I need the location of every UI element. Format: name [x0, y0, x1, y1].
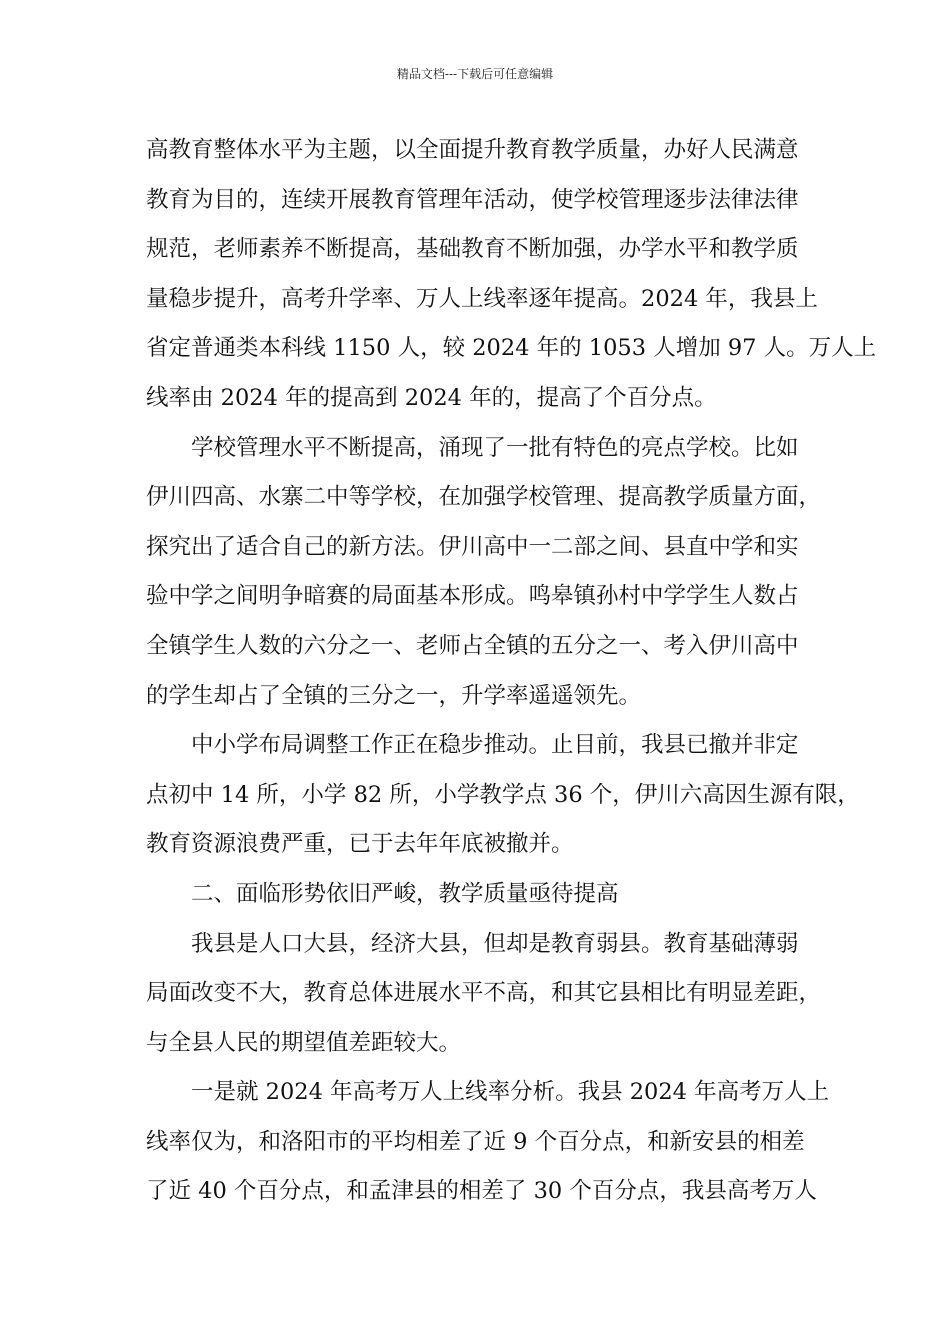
text-line: 探究出了适合自己的新方法。伊川高中一二部之间、县直中学和实 [146, 533, 799, 560]
document-body [146, 126, 877, 1217]
text-line: 省定普通类本科线 1150 人，较 2024 年的 1053 人增加 97 人。万人上 [146, 335, 877, 362]
page-header: 精品文档---下载后可任意编辑 [396, 67, 554, 81]
text-line: 的学生却占了全镇的三分之一，升学率遥遥领先。 [146, 682, 642, 709]
text-line: 局面改变不大，教育总体进展水平不高，和其它县相比有明显差距， [146, 980, 822, 1007]
text-line: 量稳步提升，高考升学率、万人上线率逐年提高。2024 年，我县上 [146, 285, 818, 312]
text-line: 与全县人民的期望值差距较大。 [146, 1029, 462, 1056]
text-line: 线率由 2024 年的提高到 2024 年的，提高了个百分点。 [146, 384, 717, 411]
text-line: 高教育整体水平为主题，以全面提升教育教学质量，办好人民满意 [146, 137, 799, 163]
paragraph-start-line: 一是就 2024 年高考万人上线率分析。我县 2024 年高考万人上 [191, 1079, 830, 1106]
paragraph-start-line: 学校管理水平不断提高，涌现了一批有特色的亮点学校。比如 [191, 434, 799, 461]
text-line: 教育资源浪费严重，已于去年年底被撤并。 [146, 831, 574, 858]
text-line: 教育为目的，连续开展教育管理年活动，使学校管理逐步法律法律 [146, 186, 799, 213]
text-line: 点初中 14 所，小学 82 所，小学教学点 36 个，伊川六高因生源有限， [146, 781, 860, 808]
text-line: 了近 40 个百分点，和孟津县的相差了 30 个百分点，我县高考万人 [146, 1178, 817, 1205]
text-line: 规范，老师素养不断提高，基础教育不断加强，办学水平和教学质 [146, 236, 799, 263]
text-line: 全镇学生人数的六分之一、老师占全镇的五分之一、考入伊川高中 [146, 632, 799, 659]
paragraph-start-line: 我县是人口大县，经济大县，但却是教育弱县。教育基础薄弱 [191, 930, 799, 957]
section-heading: 二、面临形势依旧严峻，教学质量亟待提高 [191, 880, 619, 907]
text-line: 线率仅为，和洛阳市的平均相差了近 9 个百分点，和新安县的相差 [146, 1128, 805, 1155]
paragraph-start-line: 中小学布局调整工作正在稳步推动。止目前，我县已撤并非定 [191, 732, 799, 759]
text-line: 伊川四高、水寨二中等学校，在加强学校管理、提高教学质量方面， [146, 484, 822, 511]
text-line: 验中学之间明争暗赛的局面基本形成。鸣皋镇孙村中学学生人数占 [146, 583, 799, 610]
